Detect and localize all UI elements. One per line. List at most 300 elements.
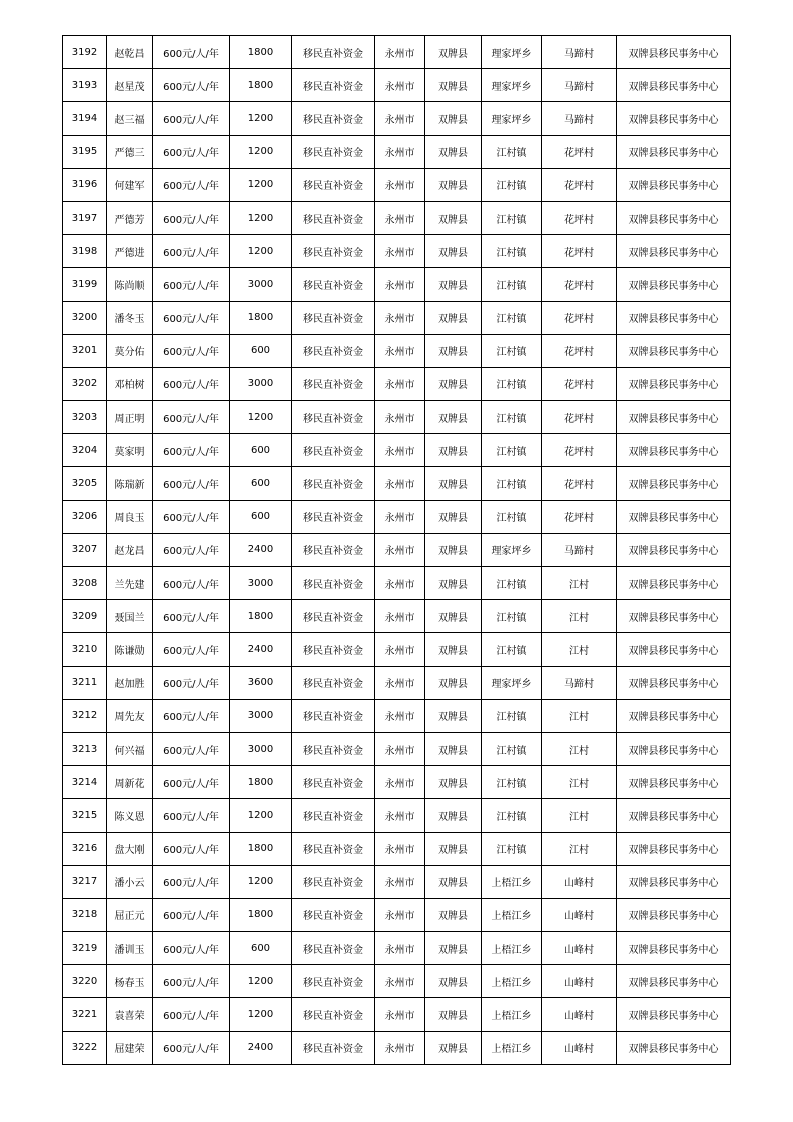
table-row — [63, 434, 731, 467]
amount-cell: 3600 — [230, 666, 292, 699]
row-number-cell: 3215 — [63, 799, 107, 832]
row-number-cell: 3194 — [63, 102, 107, 135]
amount-cell: 1800 — [230, 766, 292, 799]
township-cell: 江村镇 — [482, 633, 542, 666]
issuing-office-cell: 双牌县移民事务中心 — [617, 401, 731, 434]
subsidy-standard-cell: 600元/人/年 — [153, 401, 230, 434]
subsidy-standard-cell: 600元/人/年 — [153, 633, 230, 666]
amount-cell: 1200 — [230, 102, 292, 135]
table-row — [63, 998, 731, 1031]
row-number-cell: 3192 — [63, 36, 107, 69]
row-number-cell: 3212 — [63, 699, 107, 732]
row-number-cell: 3206 — [63, 500, 107, 533]
amount-cell: 3000 — [230, 268, 292, 301]
person-name-cell: 陈瑞新 — [107, 467, 153, 500]
city-cell: 永州市 — [375, 201, 425, 234]
county-cell: 双牌县 — [425, 168, 482, 201]
row-number-cell: 3200 — [63, 301, 107, 334]
row-number-cell: 3201 — [63, 334, 107, 367]
fund-type-cell: 移民直补资金 — [292, 699, 375, 732]
subsidy-standard-cell: 600元/人/年 — [153, 799, 230, 832]
table-row — [63, 898, 731, 931]
issuing-office-cell: 双牌县移民事务中心 — [617, 766, 731, 799]
township-cell: 江村镇 — [482, 168, 542, 201]
row-number-cell: 3196 — [63, 168, 107, 201]
county-cell: 双牌县 — [425, 766, 482, 799]
village-cell: 马蹄村 — [542, 36, 617, 69]
table-row — [63, 334, 731, 367]
amount-cell: 600 — [230, 334, 292, 367]
table-row — [63, 666, 731, 699]
county-cell: 双牌县 — [425, 998, 482, 1031]
row-number-cell: 3217 — [63, 865, 107, 898]
village-cell: 花坪村 — [542, 168, 617, 201]
person-name-cell: 潘冬玉 — [107, 301, 153, 334]
village-cell: 江村 — [542, 766, 617, 799]
table-row — [63, 301, 731, 334]
township-cell: 理家坪乡 — [482, 69, 542, 102]
subsidy-standard-cell: 600元/人/年 — [153, 666, 230, 699]
fund-type-cell: 移民直补资金 — [292, 633, 375, 666]
county-cell: 双牌县 — [425, 898, 482, 931]
city-cell: 永州市 — [375, 401, 425, 434]
county-cell: 双牌县 — [425, 567, 482, 600]
village-cell: 马蹄村 — [542, 666, 617, 699]
subsidy-standard-cell: 600元/人/年 — [153, 1031, 230, 1064]
table-row — [63, 965, 731, 998]
row-number-cell: 3214 — [63, 766, 107, 799]
person-name-cell: 陈尚顺 — [107, 268, 153, 301]
township-cell: 江村镇 — [482, 799, 542, 832]
city-cell: 永州市 — [375, 268, 425, 301]
issuing-office-cell: 双牌县移民事务中心 — [617, 898, 731, 931]
table-row — [63, 1031, 731, 1064]
subsidy-standard-cell: 600元/人/年 — [153, 932, 230, 965]
issuing-office-cell: 双牌县移民事务中心 — [617, 434, 731, 467]
amount-cell: 1800 — [230, 301, 292, 334]
county-cell: 双牌县 — [425, 732, 482, 765]
fund-type-cell: 移民直补资金 — [292, 832, 375, 865]
county-cell: 双牌县 — [425, 401, 482, 434]
village-cell: 山峰村 — [542, 898, 617, 931]
issuing-office-cell: 双牌县移民事务中心 — [617, 168, 731, 201]
person-name-cell: 陈谦勋 — [107, 633, 153, 666]
person-name-cell: 陈义恩 — [107, 799, 153, 832]
fund-type-cell: 移民直补资金 — [292, 865, 375, 898]
subsidy-standard-cell: 600元/人/年 — [153, 567, 230, 600]
village-cell: 花坪村 — [542, 301, 617, 334]
city-cell: 永州市 — [375, 533, 425, 566]
village-cell: 花坪村 — [542, 334, 617, 367]
township-cell: 江村镇 — [482, 268, 542, 301]
city-cell: 永州市 — [375, 102, 425, 135]
village-cell: 江村 — [542, 699, 617, 732]
issuing-office-cell: 双牌县移民事务中心 — [617, 633, 731, 666]
person-name-cell: 何建军 — [107, 168, 153, 201]
fund-type-cell: 移民直补资金 — [292, 666, 375, 699]
county-cell: 双牌县 — [425, 36, 482, 69]
issuing-office-cell: 双牌县移民事务中心 — [617, 268, 731, 301]
subsidy-standard-cell: 600元/人/年 — [153, 865, 230, 898]
issuing-office-cell: 双牌县移民事务中心 — [617, 799, 731, 832]
amount-cell: 1200 — [230, 235, 292, 268]
township-cell: 江村镇 — [482, 500, 542, 533]
person-name-cell: 周新花 — [107, 766, 153, 799]
subsidy-standard-cell: 600元/人/年 — [153, 998, 230, 1031]
row-number-cell: 3219 — [63, 932, 107, 965]
amount-cell: 3000 — [230, 732, 292, 765]
city-cell: 永州市 — [375, 732, 425, 765]
person-name-cell: 严德三 — [107, 135, 153, 168]
city-cell: 永州市 — [375, 600, 425, 633]
fund-type-cell: 移民直补资金 — [292, 732, 375, 765]
fund-type-cell: 移民直补资金 — [292, 998, 375, 1031]
township-cell: 江村镇 — [482, 401, 542, 434]
amount-cell: 2400 — [230, 633, 292, 666]
person-name-cell: 邓柏树 — [107, 367, 153, 400]
village-cell: 江村 — [542, 732, 617, 765]
city-cell: 永州市 — [375, 1031, 425, 1064]
fund-type-cell: 移民直补资金 — [292, 600, 375, 633]
row-number-cell: 3216 — [63, 832, 107, 865]
village-cell: 江村 — [542, 633, 617, 666]
township-cell: 江村镇 — [482, 201, 542, 234]
person-name-cell: 屈建荣 — [107, 1031, 153, 1064]
amount-cell: 600 — [230, 500, 292, 533]
person-name-cell: 何兴福 — [107, 732, 153, 765]
fund-type-cell: 移民直补资金 — [292, 467, 375, 500]
subsidy-standard-cell: 600元/人/年 — [153, 69, 230, 102]
person-name-cell: 严德进 — [107, 235, 153, 268]
city-cell: 永州市 — [375, 301, 425, 334]
subsidy-standard-cell: 600元/人/年 — [153, 268, 230, 301]
village-cell: 山峰村 — [542, 932, 617, 965]
row-number-cell: 3202 — [63, 367, 107, 400]
issuing-office-cell: 双牌县移民事务中心 — [617, 865, 731, 898]
township-cell: 江村镇 — [482, 567, 542, 600]
issuing-office-cell: 双牌县移民事务中心 — [617, 533, 731, 566]
person-name-cell: 赵龙昌 — [107, 533, 153, 566]
amount-cell: 600 — [230, 434, 292, 467]
person-name-cell: 袁喜荣 — [107, 998, 153, 1031]
county-cell: 双牌县 — [425, 1031, 482, 1064]
township-cell: 理家坪乡 — [482, 36, 542, 69]
amount-cell: 1200 — [230, 865, 292, 898]
city-cell: 永州市 — [375, 832, 425, 865]
row-number-cell: 3222 — [63, 1031, 107, 1064]
table-row — [63, 832, 731, 865]
village-cell: 山峰村 — [542, 865, 617, 898]
township-cell: 理家坪乡 — [482, 666, 542, 699]
issuing-office-cell: 双牌县移民事务中心 — [617, 699, 731, 732]
village-cell: 花坪村 — [542, 135, 617, 168]
issuing-office-cell: 双牌县移民事务中心 — [617, 732, 731, 765]
subsidy-standard-cell: 600元/人/年 — [153, 467, 230, 500]
county-cell: 双牌县 — [425, 633, 482, 666]
subsidy-standard-cell: 600元/人/年 — [153, 965, 230, 998]
row-number-cell: 3203 — [63, 401, 107, 434]
county-cell: 双牌县 — [425, 102, 482, 135]
city-cell: 永州市 — [375, 898, 425, 931]
table-row — [63, 600, 731, 633]
village-cell: 花坪村 — [542, 268, 617, 301]
village-cell: 江村 — [542, 832, 617, 865]
amount-cell: 1800 — [230, 36, 292, 69]
amount-cell: 1200 — [230, 965, 292, 998]
person-name-cell: 潘小云 — [107, 865, 153, 898]
fund-type-cell: 移民直补资金 — [292, 301, 375, 334]
person-name-cell: 盘大刚 — [107, 832, 153, 865]
fund-type-cell: 移民直补资金 — [292, 102, 375, 135]
amount-cell: 1800 — [230, 69, 292, 102]
person-name-cell: 赵乾昌 — [107, 36, 153, 69]
row-number-cell: 3211 — [63, 666, 107, 699]
township-cell: 上梧江乡 — [482, 898, 542, 931]
county-cell: 双牌县 — [425, 69, 482, 102]
issuing-office-cell: 双牌县移民事务中心 — [617, 201, 731, 234]
issuing-office-cell: 双牌县移民事务中心 — [617, 69, 731, 102]
amount-cell: 1200 — [230, 201, 292, 234]
person-name-cell: 潘训玉 — [107, 932, 153, 965]
village-cell: 山峰村 — [542, 965, 617, 998]
county-cell: 双牌县 — [425, 699, 482, 732]
city-cell: 永州市 — [375, 865, 425, 898]
village-cell: 马蹄村 — [542, 69, 617, 102]
person-name-cell: 赵加胜 — [107, 666, 153, 699]
amount-cell: 3000 — [230, 699, 292, 732]
city-cell: 永州市 — [375, 998, 425, 1031]
fund-type-cell: 移民直补资金 — [292, 567, 375, 600]
issuing-office-cell: 双牌县移民事务中心 — [617, 301, 731, 334]
fund-type-cell: 移民直补资金 — [292, 1031, 375, 1064]
issuing-office-cell: 双牌县移民事务中心 — [617, 567, 731, 600]
village-cell: 花坪村 — [542, 201, 617, 234]
city-cell: 永州市 — [375, 467, 425, 500]
amount-cell: 3000 — [230, 567, 292, 600]
county-cell: 双牌县 — [425, 832, 482, 865]
row-number-cell: 3218 — [63, 898, 107, 931]
issuing-office-cell: 双牌县移民事务中心 — [617, 1031, 731, 1064]
row-number-cell: 3209 — [63, 600, 107, 633]
row-number-cell: 3207 — [63, 533, 107, 566]
fund-type-cell: 移民直补资金 — [292, 69, 375, 102]
city-cell: 永州市 — [375, 434, 425, 467]
person-name-cell: 杨春玉 — [107, 965, 153, 998]
row-number-cell: 3221 — [63, 998, 107, 1031]
village-cell: 花坪村 — [542, 235, 617, 268]
village-cell: 花坪村 — [542, 367, 617, 400]
person-name-cell: 莫分佑 — [107, 334, 153, 367]
amount-cell: 1200 — [230, 135, 292, 168]
person-name-cell: 赵星茂 — [107, 69, 153, 102]
city-cell: 永州市 — [375, 36, 425, 69]
county-cell: 双牌县 — [425, 500, 482, 533]
county-cell: 双牌县 — [425, 434, 482, 467]
township-cell: 江村镇 — [482, 832, 542, 865]
township-cell: 江村镇 — [482, 135, 542, 168]
fund-type-cell: 移民直补资金 — [292, 268, 375, 301]
city-cell: 永州市 — [375, 932, 425, 965]
township-cell: 江村镇 — [482, 334, 542, 367]
issuing-office-cell: 双牌县移民事务中心 — [617, 666, 731, 699]
fund-type-cell: 移民直补资金 — [292, 898, 375, 931]
subsidy-standard-cell: 600元/人/年 — [153, 301, 230, 334]
fund-type-cell: 移民直补资金 — [292, 799, 375, 832]
issuing-office-cell: 双牌县移民事务中心 — [617, 334, 731, 367]
city-cell: 永州市 — [375, 235, 425, 268]
village-cell: 花坪村 — [542, 434, 617, 467]
subsidy-standard-cell: 600元/人/年 — [153, 732, 230, 765]
township-cell: 江村镇 — [482, 732, 542, 765]
fund-type-cell: 移民直补资金 — [292, 932, 375, 965]
subsidy-standard-cell: 600元/人/年 — [153, 699, 230, 732]
amount-cell: 1200 — [230, 168, 292, 201]
fund-type-cell: 移民直补资金 — [292, 367, 375, 400]
subsidy-standard-cell: 600元/人/年 — [153, 434, 230, 467]
amount-cell: 1800 — [230, 898, 292, 931]
issuing-office-cell: 双牌县移民事务中心 — [617, 932, 731, 965]
subsidy-standard-cell: 600元/人/年 — [153, 135, 230, 168]
person-name-cell: 屈正元 — [107, 898, 153, 931]
subsidy-standard-cell: 600元/人/年 — [153, 898, 230, 931]
row-number-cell: 3208 — [63, 567, 107, 600]
city-cell: 永州市 — [375, 699, 425, 732]
row-number-cell: 3198 — [63, 235, 107, 268]
fund-type-cell: 移民直补资金 — [292, 533, 375, 566]
county-cell: 双牌县 — [425, 201, 482, 234]
village-cell: 花坪村 — [542, 467, 617, 500]
person-name-cell: 莫家明 — [107, 434, 153, 467]
table-row — [63, 633, 731, 666]
amount-cell: 600 — [230, 467, 292, 500]
issuing-office-cell: 双牌县移民事务中心 — [617, 500, 731, 533]
township-cell: 上梧江乡 — [482, 932, 542, 965]
township-cell: 江村镇 — [482, 766, 542, 799]
table-row — [63, 135, 731, 168]
township-cell: 江村镇 — [482, 301, 542, 334]
county-cell: 双牌县 — [425, 235, 482, 268]
table-row — [63, 201, 731, 234]
township-cell: 江村镇 — [482, 434, 542, 467]
fund-type-cell: 移民直补资金 — [292, 201, 375, 234]
county-cell: 双牌县 — [425, 865, 482, 898]
row-number-cell: 3205 — [63, 467, 107, 500]
subsidy-standard-cell: 600元/人/年 — [153, 533, 230, 566]
person-name-cell: 聂国兰 — [107, 600, 153, 633]
roster-table — [62, 35, 731, 1065]
village-cell: 马蹄村 — [542, 102, 617, 135]
township-cell: 江村镇 — [482, 699, 542, 732]
row-number-cell: 3210 — [63, 633, 107, 666]
county-cell: 双牌县 — [425, 301, 482, 334]
table-row — [63, 168, 731, 201]
county-cell: 双牌县 — [425, 268, 482, 301]
village-cell: 江村 — [542, 799, 617, 832]
county-cell: 双牌县 — [425, 932, 482, 965]
row-number-cell: 3193 — [63, 69, 107, 102]
county-cell: 双牌县 — [425, 799, 482, 832]
row-number-cell: 3204 — [63, 434, 107, 467]
county-cell: 双牌县 — [425, 467, 482, 500]
table-row — [63, 766, 731, 799]
village-cell: 山峰村 — [542, 998, 617, 1031]
table-row — [63, 500, 731, 533]
table-row — [63, 732, 731, 765]
fund-type-cell: 移民直补资金 — [292, 434, 375, 467]
issuing-office-cell: 双牌县移民事务中心 — [617, 235, 731, 268]
fund-type-cell: 移民直补资金 — [292, 500, 375, 533]
county-cell: 双牌县 — [425, 600, 482, 633]
county-cell: 双牌县 — [425, 965, 482, 998]
township-cell: 江村镇 — [482, 467, 542, 500]
table-row — [63, 799, 731, 832]
township-cell: 江村镇 — [482, 600, 542, 633]
city-cell: 永州市 — [375, 135, 425, 168]
amount-cell: 2400 — [230, 533, 292, 566]
village-cell: 江村 — [542, 600, 617, 633]
roster-body — [63, 36, 731, 1065]
village-cell: 花坪村 — [542, 401, 617, 434]
village-cell: 花坪村 — [542, 500, 617, 533]
village-cell: 马蹄村 — [542, 533, 617, 566]
issuing-office-cell: 双牌县移民事务中心 — [617, 367, 731, 400]
person-name-cell: 严德芳 — [107, 201, 153, 234]
amount-cell: 1800 — [230, 832, 292, 865]
row-number-cell: 3220 — [63, 965, 107, 998]
township-cell: 上梧江乡 — [482, 998, 542, 1031]
person-name-cell: 周正明 — [107, 401, 153, 434]
table-row — [63, 268, 731, 301]
table-row — [63, 235, 731, 268]
subsidy-standard-cell: 600元/人/年 — [153, 766, 230, 799]
subsidy-standard-cell: 600元/人/年 — [153, 168, 230, 201]
table-row — [63, 36, 731, 69]
city-cell: 永州市 — [375, 334, 425, 367]
issuing-office-cell: 双牌县移民事务中心 — [617, 832, 731, 865]
city-cell: 永州市 — [375, 965, 425, 998]
table-row — [63, 932, 731, 965]
issuing-office-cell: 双牌县移民事务中心 — [617, 102, 731, 135]
table-row — [63, 69, 731, 102]
village-cell: 山峰村 — [542, 1031, 617, 1064]
city-cell: 永州市 — [375, 799, 425, 832]
amount-cell: 3000 — [230, 367, 292, 400]
city-cell: 永州市 — [375, 633, 425, 666]
subsidy-standard-cell: 600元/人/年 — [153, 500, 230, 533]
fund-type-cell: 移民直补资金 — [292, 135, 375, 168]
township-cell: 上梧江乡 — [482, 1031, 542, 1064]
table-row — [63, 467, 731, 500]
township-cell: 理家坪乡 — [482, 102, 542, 135]
subsidy-standard-cell: 600元/人/年 — [153, 367, 230, 400]
county-cell: 双牌县 — [425, 334, 482, 367]
city-cell: 永州市 — [375, 69, 425, 102]
amount-cell: 1200 — [230, 799, 292, 832]
table-row — [63, 567, 731, 600]
township-cell: 上梧江乡 — [482, 865, 542, 898]
person-name-cell: 赵三福 — [107, 102, 153, 135]
fund-type-cell: 移民直补资金 — [292, 235, 375, 268]
issuing-office-cell: 双牌县移民事务中心 — [617, 600, 731, 633]
row-number-cell: 3213 — [63, 732, 107, 765]
issuing-office-cell: 双牌县移民事务中心 — [617, 998, 731, 1031]
table-row — [63, 102, 731, 135]
subsidy-standard-cell: 600元/人/年 — [153, 334, 230, 367]
township-cell: 江村镇 — [482, 235, 542, 268]
person-name-cell: 兰先建 — [107, 567, 153, 600]
amount-cell: 2400 — [230, 1031, 292, 1064]
fund-type-cell: 移民直补资金 — [292, 334, 375, 367]
